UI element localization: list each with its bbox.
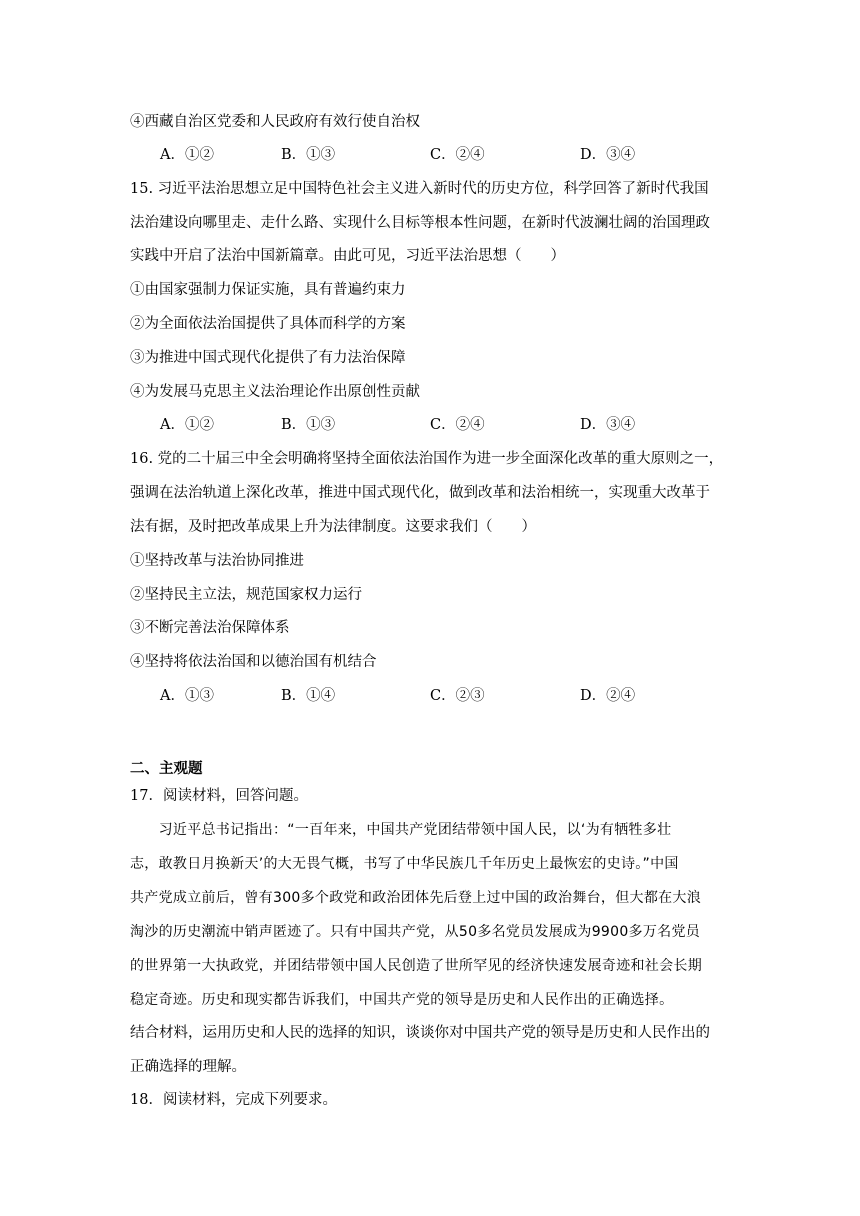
- q16-option-b: B．①④: [281, 688, 336, 704]
- q17-material-line-4: 淘沙的历史潮流中销声匿迹了。只有中国共产党，从50多名党员发展成为9900多万名党员: [130, 924, 701, 940]
- q15-stem-line-1: 15. 习近平法治思想立足中国特色社会主义进入新时代的历史方位，科学回答了新时代我国: [130, 181, 709, 197]
- q16-item-3: ③不断完善法治保障体系: [130, 620, 290, 636]
- q15-option-c: C．②④: [430, 417, 485, 433]
- q14-option-a: A．①②: [160, 147, 214, 163]
- q15-item-4: ④为发展马克思主义法治理论作出原创性贡献: [130, 384, 420, 400]
- q16-stem-line-3: 法有据，及时把改革成果上升为法律制度。这要求我们（ ）: [130, 519, 536, 535]
- section-heading: 二、主观题: [130, 761, 203, 777]
- q14-option-c: C．②④: [430, 147, 485, 163]
- q14-item-4: ④西藏自治区党委和人民政府有效行使自治权: [130, 114, 420, 130]
- q15-option-d: D．③④: [580, 417, 636, 433]
- q15-item-3: ③为推进中国式现代化提供了有力法治保障: [130, 350, 406, 366]
- q17-prompt-line-1: 结合材料，运用历史和人民的选择的知识，谈谈你对中国共产党的领导是历史和人民作出的: [130, 1025, 710, 1041]
- q16-option-a: A．①③: [160, 688, 214, 704]
- q15-item-2: ②为全面依法治国提供了具体而科学的方案: [130, 316, 406, 332]
- q14-option-b: B．①③: [281, 147, 336, 163]
- q17-material-line-2: 志，敢教日月换新天’的大无畏气概，书写了中华民族几千年历史上最恢宏的史诗。”中国: [130, 856, 679, 872]
- q17-prompt-line-2: 正确选择的理解。: [130, 1059, 246, 1075]
- q16-option-c: C．②③: [430, 688, 485, 704]
- q16-item-4: ④坚持将依法治国和以德治国有机结合: [130, 654, 377, 670]
- q17-material-line-6: 稳定奇迹。历史和现实都告诉我们，中国共产党的领导是历史和人民作出的正确选择。: [130, 992, 674, 1008]
- q15-stem-line-3: 实践中开启了法治中国新篇章。由此可见，习近平法治思想（ ）: [130, 248, 565, 264]
- q17-material-line-3: 共产党成立前后，曾有300多个政党和政治团体先后登上过中国的政治舞台，但大都在大浪: [130, 890, 702, 906]
- q14-options: [160, 145, 720, 165]
- q16-option-d: D．②④: [580, 688, 636, 704]
- q15-option-b: B．①③: [281, 417, 336, 433]
- q16-stem-line-2: 强调在法治轨道上深化改革，推进中国式现代化，做到改革和法治相统一，实现重大改革于: [130, 485, 710, 501]
- q15-stem-line-2: 法治建设向哪里走、走什么路、实现什么目标等根本性问题，在新时代波澜壮阔的治国理政: [130, 215, 710, 231]
- q15-option-a: A．①②: [160, 417, 214, 433]
- q14-option-d: D．③④: [580, 147, 636, 163]
- q16-item-2: ②坚持民主立法，规范国家权力运行: [130, 587, 362, 603]
- q15-options: [160, 415, 720, 435]
- q17-title: 17．阅读材料，回答问题。: [130, 788, 308, 804]
- q16-item-1: ①坚持改革与法治协同推进: [130, 553, 304, 569]
- q17-material-line-5: 的世界第一大执政党，并团结带领中国人民创造了世所罕见的经济快速发展奇迹和社会长期: [130, 958, 702, 974]
- q18-title: 18．阅读材料，完成下列要求。: [130, 1092, 337, 1108]
- q17-material-line-1: 习近平总书记指出：“一百年来，中国共产党团结带领中国人民，以‘为有牺牲多壮: [130, 822, 672, 838]
- q16-stem-line-1: 16. 党的二十届三中全会明确将坚持全面依法治国作为进一步全面深化改革的重大原则之一，: [130, 451, 724, 467]
- q16-options: [160, 686, 720, 706]
- q15-item-1: ①由国家强制力保证实施，具有普遍约束力: [130, 282, 406, 298]
